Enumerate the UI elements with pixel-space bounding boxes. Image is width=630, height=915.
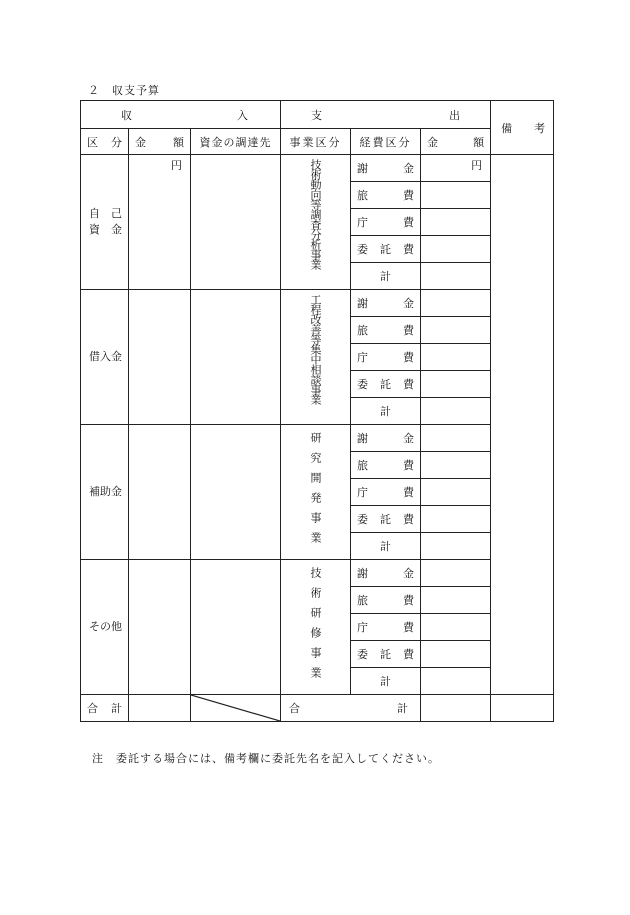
expense-category-cell: 委 託 費 [351, 641, 421, 668]
funding-source-cell[interactable] [191, 425, 281, 560]
expense-amount-cell[interactable] [421, 452, 491, 479]
project-category-cell [281, 290, 351, 425]
expense-category-cell: 旅 費 [351, 587, 421, 614]
expense-category-cell: 庁 費 [351, 614, 421, 641]
expense-amount-cell[interactable] [421, 587, 491, 614]
expense-amount-cell[interactable] [421, 641, 491, 668]
expense-amount-cell[interactable] [421, 533, 491, 560]
project-category-label: 技術動向等調査分析事業 [309, 159, 323, 269]
expenditure-header: 支 出 [281, 101, 491, 129]
total-label-cell: 合 計 [81, 695, 129, 722]
expense-category-cell: 計 [351, 668, 421, 695]
expense-category-cell: 庁 費 [351, 479, 421, 506]
expense-amount-cell[interactable] [421, 209, 491, 236]
expense-amount-cell[interactable] [421, 236, 491, 263]
expense-category-cell: 委 託 費 [351, 236, 421, 263]
expense-amount-cell[interactable] [421, 263, 491, 290]
total-row [81, 695, 554, 722]
income-category-label: その他 [89, 620, 122, 633]
expense-amount-cell[interactable] [421, 614, 491, 641]
expense-amount-cell[interactable] [421, 182, 491, 209]
unit-label: 円 [171, 159, 182, 172]
project-category-label: 工程改善等集中相談事業 [309, 294, 323, 404]
total-expense-amount-cell[interactable] [421, 695, 491, 722]
expense-category-cell: 庁 費 [351, 344, 421, 371]
section-title: ２ 収支予算 [88, 84, 160, 97]
project-category-label: 研究開発事業 [309, 432, 323, 552]
expense-amount-cell[interactable] [421, 506, 491, 533]
expense-category-cell: 計 [351, 398, 421, 425]
expense-amount-cell[interactable] [421, 344, 491, 371]
expense-amount-cell[interactable] [421, 371, 491, 398]
project-category-label: 技術研修事業 [309, 567, 323, 687]
expense-category-cell: 旅 費 [351, 452, 421, 479]
expense-category-cell: 委 託 費 [351, 371, 421, 398]
income-amount-cell[interactable] [129, 425, 191, 560]
table-row [81, 560, 554, 587]
expense-amount-cell[interactable] [421, 560, 491, 587]
project-category-header: 事業区分 [281, 129, 351, 155]
expense-category-cell: 旅 費 [351, 317, 421, 344]
income-amount-cell[interactable] [129, 290, 191, 425]
unit-label: 円 [471, 159, 483, 172]
expense-category-cell: 謝 金 [351, 560, 421, 587]
expense-category-cell: 計 [351, 533, 421, 560]
expense-category-cell: 旅 費 [351, 182, 421, 209]
expense-amount-cell[interactable] [421, 668, 491, 695]
income-category-cell [81, 425, 129, 560]
amount-header: 金 額 [129, 129, 191, 155]
expense-category-header: 経費区分 [351, 129, 421, 155]
expense-amount-cell[interactable] [421, 290, 491, 317]
amount2-header: 金 額 [421, 129, 491, 155]
header-row-1 [81, 101, 554, 129]
expense-category-cell: 謝 金 [351, 290, 421, 317]
table-row [81, 155, 554, 182]
income-amount-cell[interactable] [129, 155, 191, 290]
project-category-cell [281, 425, 351, 560]
total-remarks-cell[interactable] [491, 695, 554, 722]
expense-amount-cell[interactable] [421, 317, 491, 344]
funding-source-cell[interactable] [191, 560, 281, 695]
expense-category-cell: 計 [351, 263, 421, 290]
income-amount-cell[interactable] [129, 560, 191, 695]
footnote: 注 委託する場合には、備考欄に委託先名を記入してください。 [92, 752, 440, 765]
income-header: 収 入 [81, 101, 281, 129]
income-category-label: 借入金 [89, 350, 122, 363]
income-category-cell [81, 560, 129, 695]
expense-amount-cell[interactable] [421, 479, 491, 506]
header-row-2 [81, 129, 554, 155]
expense-amount-cell[interactable] [421, 155, 491, 182]
income-category-cell [81, 290, 129, 425]
total-expense-label-cell: 合 計 [281, 695, 421, 722]
project-category-cell [281, 560, 351, 695]
project-category-cell [281, 155, 351, 290]
remarks-cell[interactable] [491, 155, 554, 695]
funding-source-header: 資金の調達先 [191, 129, 281, 155]
table-row [81, 290, 554, 317]
income-category-cell [81, 155, 129, 290]
income-category-label: 補助金 [89, 485, 122, 498]
expense-category-cell: 委 託 費 [351, 506, 421, 533]
income-category-label: 自 己 資 金 [89, 207, 122, 236]
expense-amount-cell[interactable] [421, 398, 491, 425]
total-income-amount-cell[interactable] [129, 695, 191, 722]
total-funding-source-cell [191, 695, 281, 722]
funding-source-cell[interactable] [191, 290, 281, 425]
expense-category-cell: 謝 金 [351, 425, 421, 452]
category-header: 区 分 [81, 129, 129, 155]
expense-category-cell: 謝 金 [351, 155, 421, 182]
expense-category-cell: 庁 費 [351, 209, 421, 236]
table-row [81, 425, 554, 452]
expense-amount-cell[interactable] [421, 425, 491, 452]
remarks-header: 備 考 [491, 101, 554, 155]
budget-table [80, 100, 554, 722]
funding-source-cell[interactable] [191, 155, 281, 290]
